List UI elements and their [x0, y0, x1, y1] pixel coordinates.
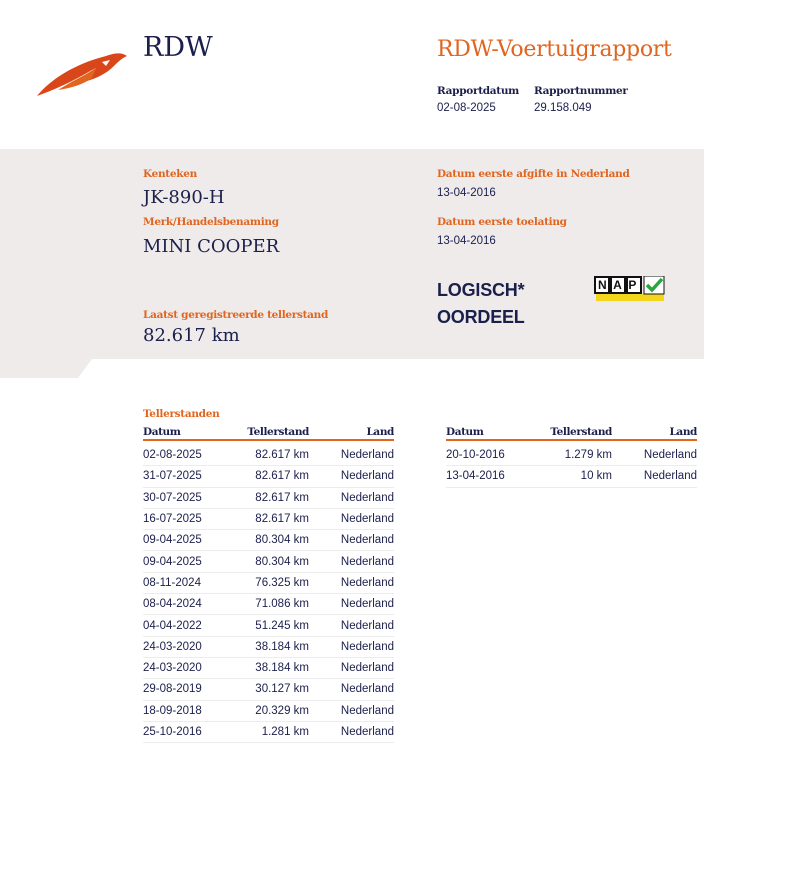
- odometer-label: Laatst geregistreerde tellerstand: [143, 309, 329, 321]
- reading-km: 38.184 km: [233, 636, 309, 657]
- col-km-header: Tellerstand: [536, 426, 612, 440]
- reading-km: 82.617 km: [233, 440, 309, 466]
- document-title: RDW-Voertuigrapport: [437, 37, 672, 62]
- reading-km: 71.086 km: [233, 594, 309, 615]
- first-nl-value: 13-04-2016: [437, 187, 496, 199]
- readings-table-left: [143, 426, 394, 743]
- reading-date: 09-04-2025: [143, 551, 233, 572]
- reading-date: 25-10-2016: [143, 721, 233, 742]
- report-date-label: Rapportdatum: [437, 85, 519, 97]
- col-land-header: Land: [309, 426, 394, 440]
- table-row: [143, 636, 394, 657]
- table-row: [143, 440, 394, 466]
- table-row: [143, 487, 394, 508]
- reading-country: Nederland: [309, 466, 394, 487]
- reading-date: 24-03-2020: [143, 636, 233, 657]
- report-number-value: 29.158.049: [534, 102, 592, 114]
- reading-date: 13-04-2016: [446, 466, 536, 487]
- reading-country: Nederland: [309, 572, 394, 593]
- col-date-header: Datum: [143, 426, 233, 440]
- reading-km: 80.304 km: [233, 530, 309, 551]
- plate-value: JK-890-H: [143, 187, 225, 208]
- reading-country: Nederland: [309, 700, 394, 721]
- reading-km: 82.617 km: [233, 508, 309, 529]
- reading-country: Nederland: [309, 551, 394, 572]
- table-row: [446, 466, 697, 487]
- first-nl-label: Datum eerste afgifte in Nederland: [437, 168, 630, 180]
- col-date-header: Datum: [446, 426, 536, 440]
- reading-km: 10 km: [536, 466, 612, 487]
- reading-country: Nederland: [309, 721, 394, 742]
- reading-country: Nederland: [309, 508, 394, 529]
- reading-country: Nederland: [309, 615, 394, 636]
- reading-date: 08-04-2024: [143, 594, 233, 615]
- reading-country: Nederland: [309, 679, 394, 700]
- verdict-line1: LOGISCH*: [437, 280, 525, 300]
- reading-date: 02-08-2025: [143, 440, 233, 466]
- reading-km: 20.329 km: [233, 700, 309, 721]
- reading-km: 82.617 km: [233, 466, 309, 487]
- table-row: [143, 679, 394, 700]
- readings-title: Tellerstanden: [143, 408, 220, 420]
- plate-label: Kenteken: [143, 168, 197, 180]
- reading-km: 51.245 km: [233, 615, 309, 636]
- table-row: [143, 721, 394, 742]
- reading-date: 18-09-2018: [143, 700, 233, 721]
- reading-km: 38.184 km: [233, 657, 309, 678]
- reading-country: Nederland: [309, 594, 394, 615]
- reading-country: Nederland: [612, 466, 697, 487]
- odometer-value: 82.617 km: [143, 325, 240, 346]
- reading-km: 1.279 km: [536, 440, 612, 466]
- make-label: Merk/Handelsbenaming: [143, 216, 279, 228]
- reading-country: Nederland: [309, 487, 394, 508]
- reading-date: 08-11-2024: [143, 572, 233, 593]
- table-row: [143, 466, 394, 487]
- reading-country: Nederland: [309, 657, 394, 678]
- report-number-label: Rapportnummer: [534, 85, 628, 97]
- col-land-header: Land: [612, 426, 697, 440]
- reading-country: Nederland: [309, 530, 394, 551]
- rdw-logo-icon: [36, 50, 128, 98]
- reading-date: 09-04-2025: [143, 530, 233, 551]
- report-date-value: 02-08-2025: [437, 102, 496, 114]
- reading-km: 1.281 km: [233, 721, 309, 742]
- vehicle-summary-band: [0, 149, 704, 378]
- reading-date: 31-07-2025: [143, 466, 233, 487]
- reading-km: 30.127 km: [233, 679, 309, 700]
- reading-country: Nederland: [612, 440, 697, 466]
- make-value: MINI COOPER: [143, 236, 280, 257]
- table-row: [143, 530, 394, 551]
- table-row: [143, 615, 394, 636]
- reading-km: 80.304 km: [233, 551, 309, 572]
- reading-date: 16-07-2025: [143, 508, 233, 529]
- reading-country: Nederland: [309, 440, 394, 466]
- col-km-header: Tellerstand: [233, 426, 309, 440]
- first-admission-value: 13-04-2016: [437, 235, 496, 247]
- reading-date: 04-04-2022: [143, 615, 233, 636]
- reading-date: 29-08-2019: [143, 679, 233, 700]
- table-row: [143, 508, 394, 529]
- first-admission-label: Datum eerste toelating: [437, 216, 567, 228]
- table-row: [143, 700, 394, 721]
- reading-date: 30-07-2025: [143, 487, 233, 508]
- reading-date: 20-10-2016: [446, 440, 536, 466]
- reading-date: 24-03-2020: [143, 657, 233, 678]
- table-row: [143, 551, 394, 572]
- brand-name: RDW: [143, 32, 213, 63]
- table-row: [446, 440, 697, 466]
- table-row: [143, 657, 394, 678]
- verdict-line2: OORDEEL: [437, 307, 525, 327]
- table-row: [143, 572, 394, 593]
- readings-table-right: [446, 426, 697, 488]
- nap-text: NAP: [598, 278, 643, 292]
- table-row: [143, 594, 394, 615]
- reading-country: Nederland: [309, 636, 394, 657]
- reading-km: 76.325 km: [233, 572, 309, 593]
- reading-km: 82.617 km: [233, 487, 309, 508]
